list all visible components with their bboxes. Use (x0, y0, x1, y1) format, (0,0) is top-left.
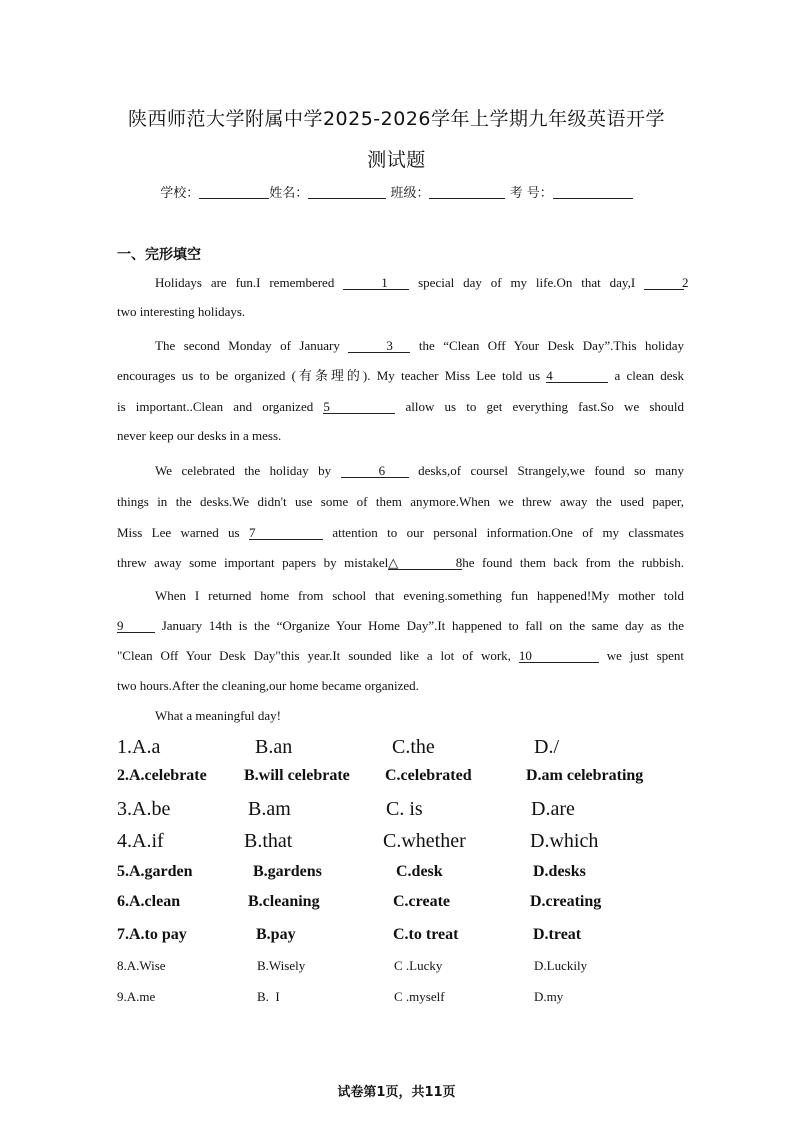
name-blank[interactable] (308, 185, 386, 199)
passage-line: What a meaningful day! (155, 708, 281, 723)
option-6c[interactable]: C.create (393, 893, 450, 910)
option-4d[interactable]: D.which (530, 830, 599, 852)
number-blank[interactable] (553, 185, 633, 199)
passage-line: two hours.After the cleaning,our home became organized. (117, 678, 419, 693)
passage-line: Holidays are fun.I remembered 1 special day of my life.On that day,I 2 (155, 275, 689, 290)
option-6b[interactable]: B.cleaning (248, 893, 320, 910)
option-2b[interactable]: B.will celebrate (244, 767, 350, 784)
blank-7: 7 (249, 526, 323, 540)
option-8c[interactable]: C .Lucky (394, 958, 443, 973)
option-5d[interactable]: D.desks (533, 863, 586, 880)
passage-line: things in the desks.We didn't use some of them anymore.When we threw away the used paper, (117, 494, 684, 509)
option-9b[interactable]: B. I (257, 989, 280, 1004)
class-blank[interactable] (429, 185, 505, 199)
section-heading: 一、完形填空 (117, 247, 201, 263)
blank-3: 3 (348, 339, 410, 353)
exam-title-line2: 测试题 (367, 149, 426, 171)
name-label: 姓名： (269, 186, 309, 201)
option-6a[interactable]: 6.A.clean (117, 893, 181, 910)
passage-line: Miss Lee warned us 7 attention to our personal information.One of my classmates (117, 525, 684, 540)
passage-line: The second Monday of January 3 the “Clean Off Your Desk Day”.This holiday (155, 338, 685, 353)
option-4b[interactable]: B.that (244, 830, 293, 852)
blank-1: 1 (343, 276, 409, 290)
option-7c[interactable]: C.to treat (393, 926, 459, 943)
passage-line: When I returned home from school that evening.something fun happened!My mother told (155, 588, 684, 603)
passage-line: threw away some important papers by mistakel△8he found them back from the rubbish. (117, 555, 684, 570)
option-7b[interactable]: B.pay (256, 926, 296, 943)
option-7a[interactable]: 7.A.to pay (117, 926, 187, 943)
option-2a[interactable]: 2.A.celebrate (117, 767, 207, 784)
option-3b[interactable]: B.am (248, 798, 291, 820)
option-8a[interactable]: 8.A.Wise (117, 958, 166, 973)
student-info-line (0, 182, 793, 201)
passage-line: "Clean Off Your Desk Day"this year.It sounded like a lot of work, 10 we just spent (117, 648, 685, 663)
option-3d[interactable]: D.are (531, 798, 575, 820)
option-3c[interactable]: C. is (386, 798, 423, 820)
option-5b[interactable]: B.gardens (253, 863, 322, 880)
school-blank[interactable] (199, 185, 269, 199)
option-8d[interactable]: D.Luckily (534, 958, 588, 973)
option-1b[interactable]: B.an (255, 736, 293, 758)
page-footer: 试卷第1页，共11页 (337, 1085, 456, 1100)
option-5c[interactable]: C.desk (396, 863, 443, 880)
option-4a[interactable]: 4.A.if (117, 830, 164, 852)
passage-line: 9 January 14th is the “Organize Your Home Day”.It happened to fall on the same day as the (117, 618, 684, 633)
blank-4: 4 (546, 369, 608, 383)
blank-2: 2 (644, 276, 684, 290)
option-1c[interactable]: C.the (392, 736, 435, 758)
exam-title-line1: 陕西师范大学附属中学2025-2026学年上学期九年级英语开学 (127, 108, 666, 130)
passage-line: encourages us to be organized (有条理的). My teacher Miss Lee told us 4 a clean desk (117, 368, 685, 383)
option-1a[interactable]: 1.A.a (117, 736, 161, 758)
class-label: 班级： (390, 186, 430, 201)
passage-line: two interesting holidays. (117, 304, 246, 319)
option-4c[interactable]: C.whether (383, 830, 466, 852)
blank-6: 6 (341, 464, 409, 478)
option-5a[interactable]: 5.A.garden (117, 863, 193, 880)
blank-8: △8 (388, 555, 463, 570)
option-6d[interactable]: D.creating (530, 893, 602, 910)
passage-line: is important..Clean and organized 5 allow us to get everything fast.So we should (117, 399, 685, 414)
option-7d[interactable]: D.treat (533, 926, 582, 943)
school-label: 学校： (160, 186, 200, 201)
option-8b[interactable]: B.Wisely (257, 958, 306, 973)
passage-line: never keep our desks in a mess. (117, 428, 282, 443)
passage-line: We celebrated the holiday by 6 desks,of coursel Strangely,we found so many (155, 463, 685, 478)
option-2d[interactable]: D.am celebrating (526, 767, 644, 784)
option-9d[interactable]: D.my (534, 989, 564, 1004)
option-3a[interactable]: 3.A.be (117, 798, 171, 820)
number-label: 考 号： (509, 186, 553, 201)
blank-10: 10 (519, 649, 599, 663)
option-1d[interactable]: D./ (534, 736, 559, 758)
option-9c[interactable]: C .myself (394, 989, 445, 1004)
option-9a[interactable]: 9.A.me (117, 989, 156, 1004)
blank-9: 9 (117, 619, 155, 633)
option-2c[interactable]: C.celebrated (385, 767, 472, 784)
blank-5: 5 (323, 400, 395, 414)
